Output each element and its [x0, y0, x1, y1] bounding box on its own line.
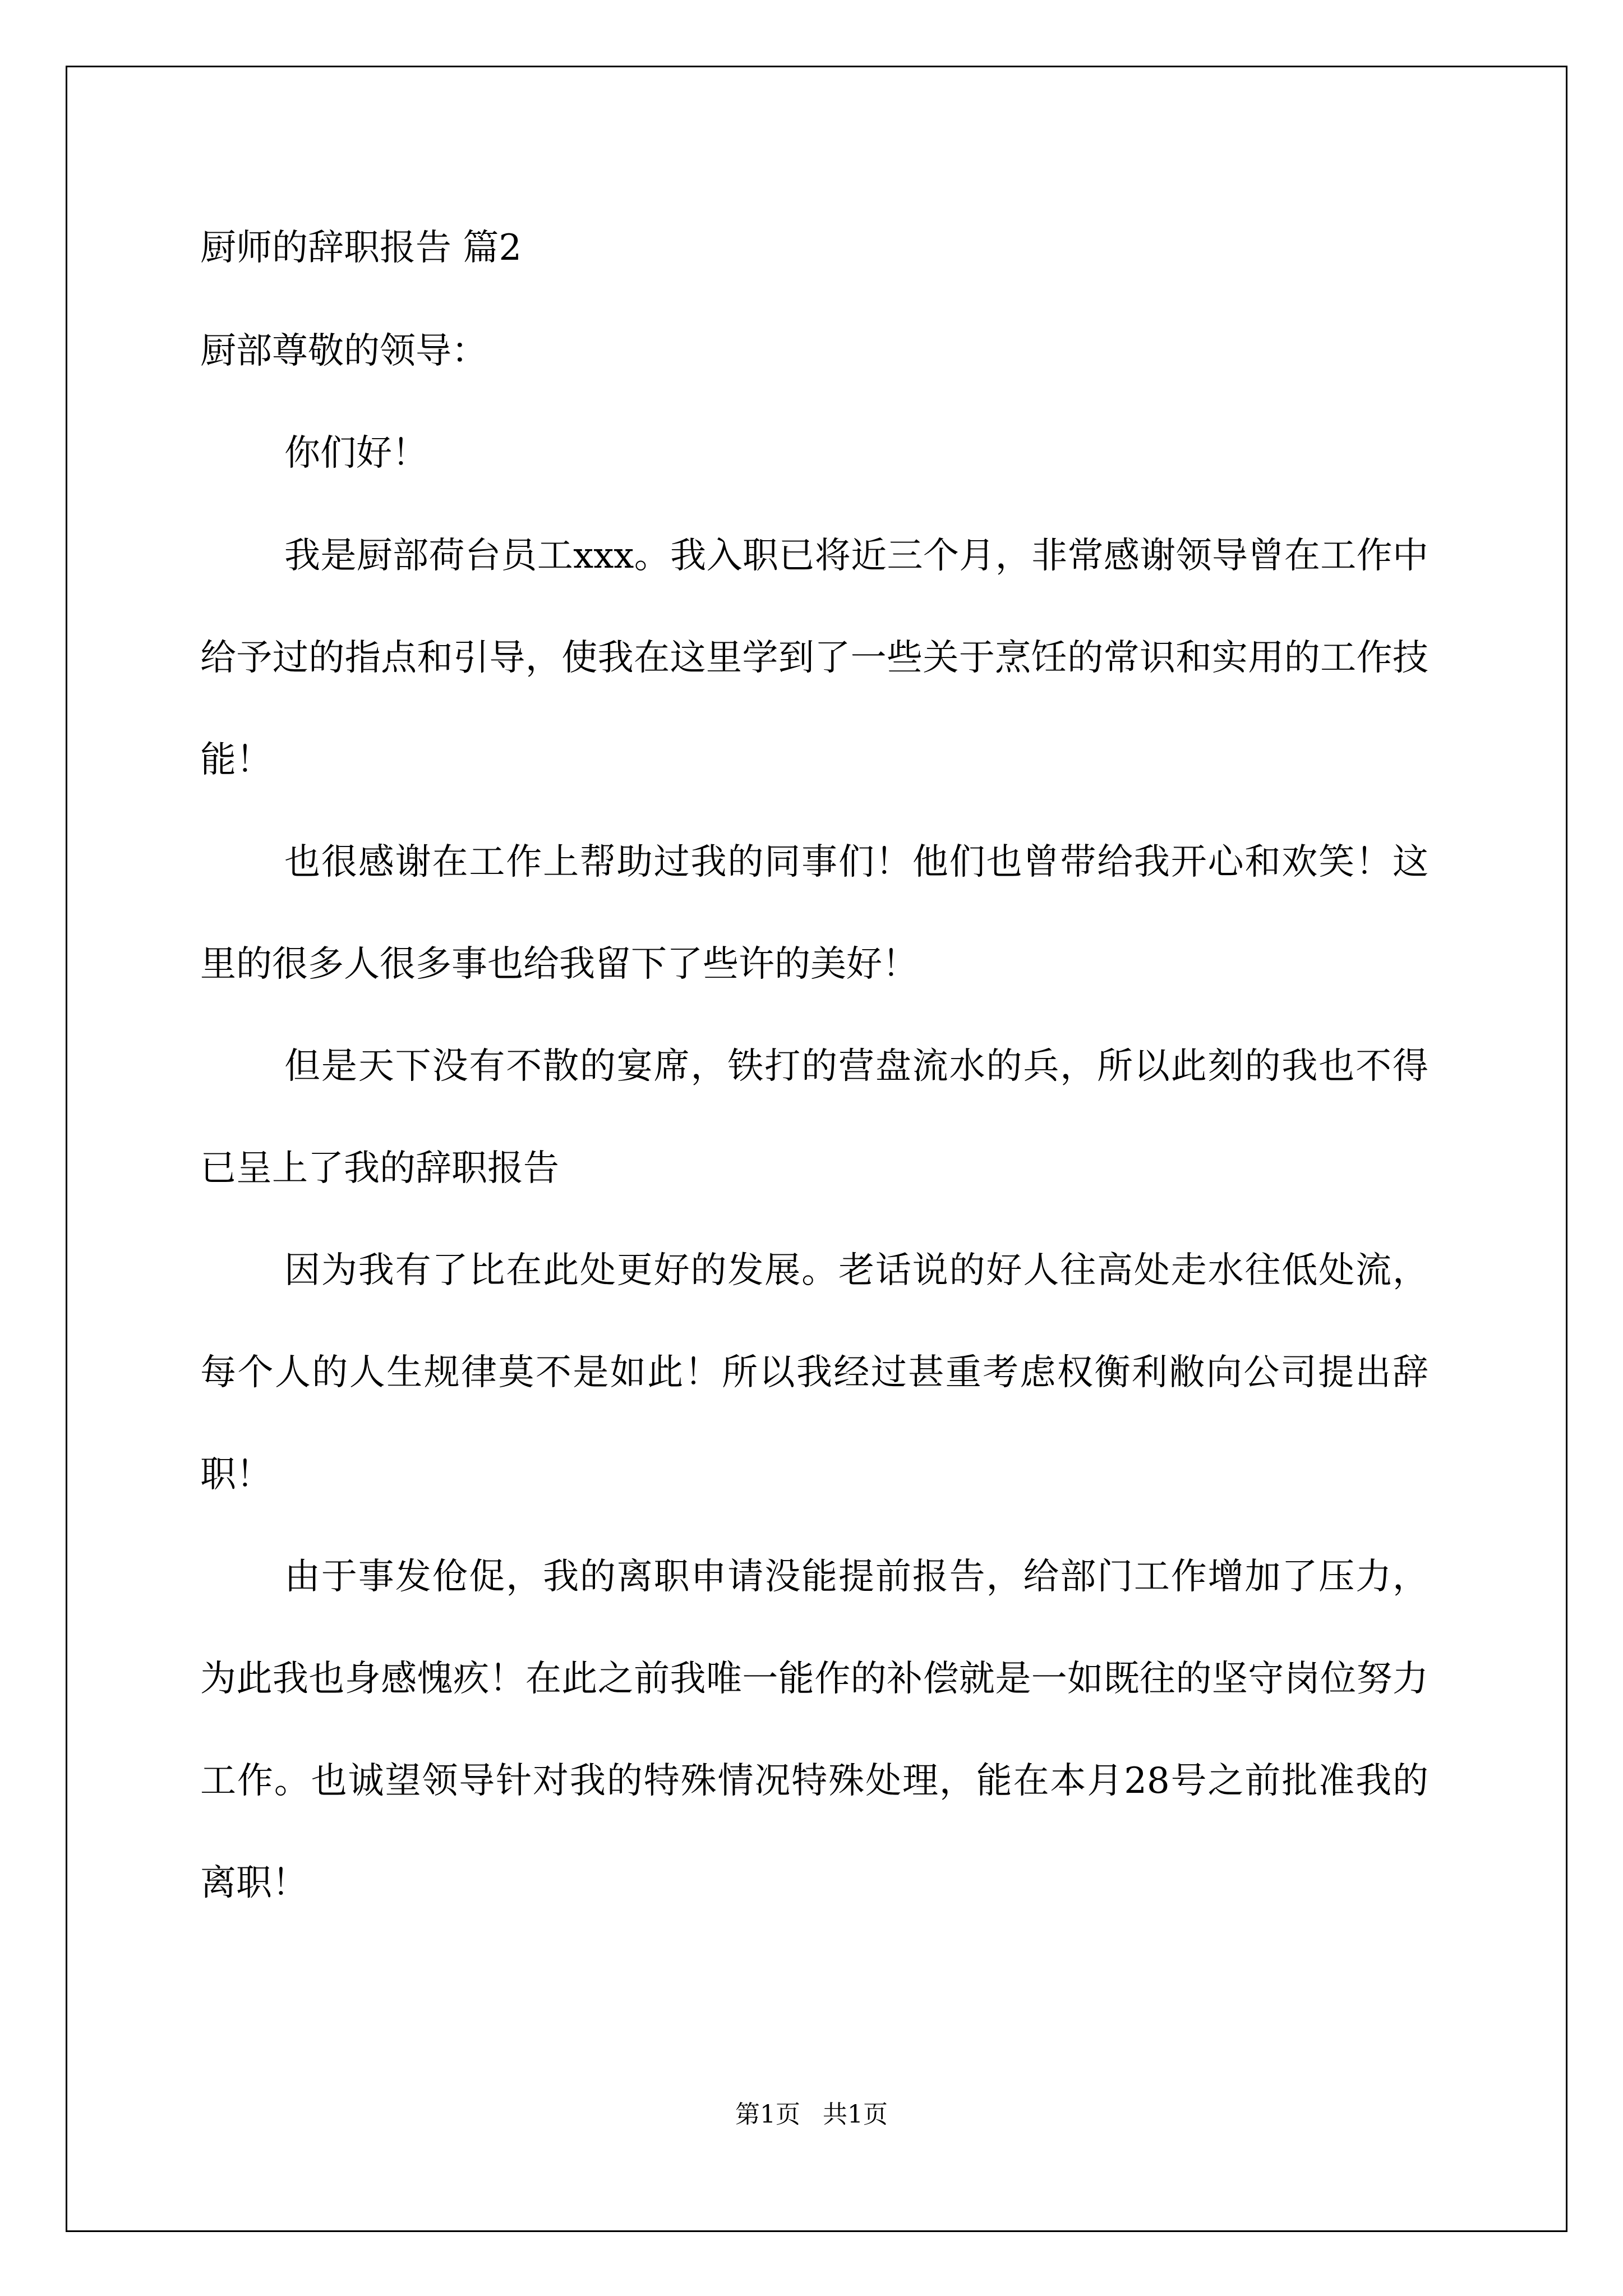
- paragraph-4: 因为我有了比在此处更好的发展。老话说的好人往高处走水往低处流，每个人的人生规律莫不是如此！所以我经过甚重考虑权衡利敝向公司提出辞职！: [200, 1250, 1428, 1496]
- page-number: 第1页: [735, 2100, 800, 2129]
- page-total: 共1页: [823, 2100, 888, 2129]
- salutation: 厨部尊敬的领导：: [200, 330, 487, 372]
- document-body: [200, 220, 1428, 1934]
- paragraph-5: 由于事发伧促，我的离职申请没能提前报告，给部门工作增加了压力，为此我也身感愧疚！在此之前我唯一能作的补偿就是一如既往的坚守岗位努力工作。也诚望领导针对我的特殊情况特殊处理，能在本月28号之前批准我的离职！: [200, 1556, 1428, 1904]
- page-footer: [0, 2098, 1623, 2132]
- paragraph-3: 但是天下没有不散的宴席，铁打的营盘流水的兵，所以此刻的我也不得已呈上了我的辞职报告: [200, 1046, 1428, 1189]
- paragraph-1: 我是厨部荷台员工xxx。我入职已将近三个月，非常感谢领导曾在工作中给予过的指点和引导，使我在这里学到了一些关于烹饪的常识和实用的工作技能！: [200, 535, 1428, 781]
- greeting: 你们好！: [284, 432, 428, 474]
- document-title: 厨师的辞职报告 篇2: [200, 227, 522, 269]
- paragraph-2: 也很感谢在工作上帮助过我的同事们！他们也曾带给我开心和欢笑！这里的很多人很多事也给我留下了些许的美好！: [200, 841, 1428, 985]
